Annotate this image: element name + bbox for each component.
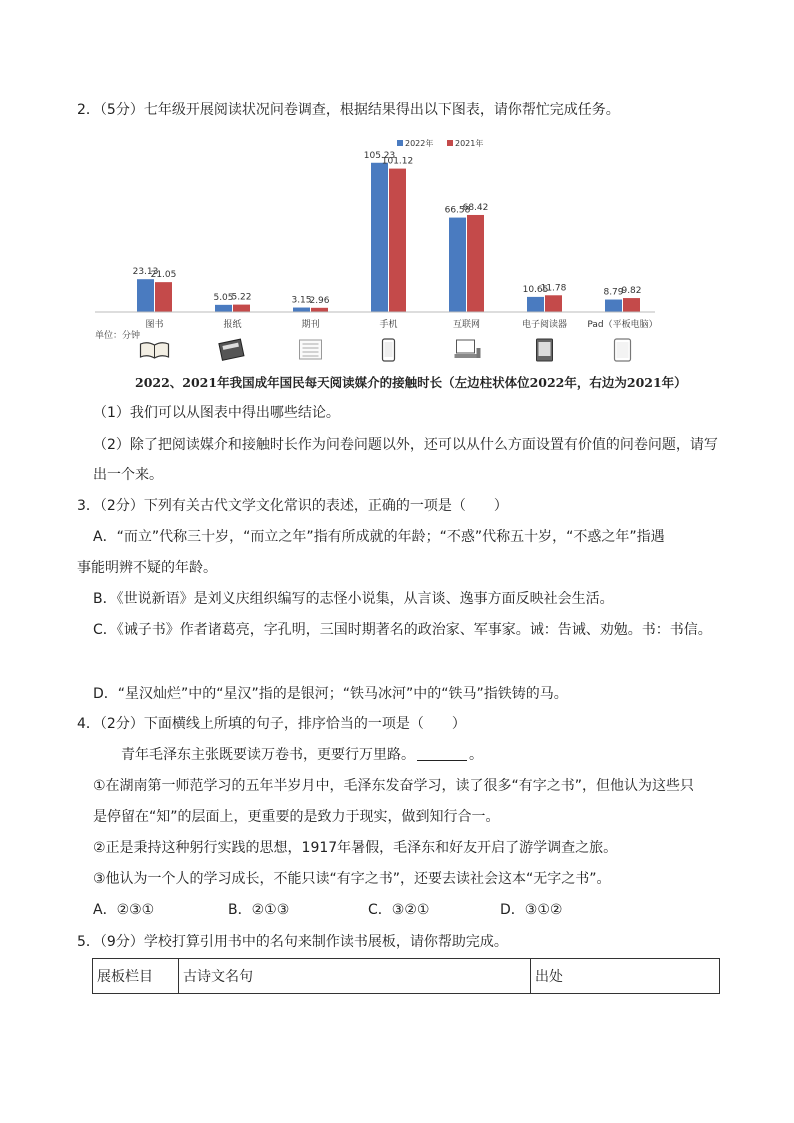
category-label-5: 电子阅读器	[521, 320, 568, 330]
data-label-1-2: 2.96	[309, 295, 330, 306]
q2-sub1: （1）我们可以从图表中得出哪些结论。	[93, 405, 340, 421]
header-quote: 古诗文名句	[179, 959, 531, 994]
legend-swatch-1	[447, 140, 453, 146]
q4-option-a: A．②③①	[93, 902, 155, 918]
bar-1-6	[623, 298, 640, 312]
q3-option-c: C．《诫子书》作者诸葛亮，字孔明，三国时期著名的政治家、军事家。诫：告诫、劝勉。书：书信。	[93, 622, 712, 638]
q2-sub2-line2: 出一个来。	[93, 467, 163, 483]
legend-label-0: 2022年	[405, 139, 434, 148]
q5-stem: 5．（9分）学校打算引用书中的名句来制作读书展板，请你帮助完成。	[77, 934, 508, 950]
data-label-0-6: 8.79	[603, 287, 624, 298]
bar-1-5	[545, 295, 562, 312]
q3-option-d: D．“星汉灿烂”中的“星汉”指的是银河；“铁马冰河”中的“铁马”指铁铸的马。	[93, 686, 568, 702]
q4-option-b: B．②①③	[228, 902, 290, 918]
data-label-0-0: 23.13	[132, 267, 159, 278]
q4-sentence-1-line1: ①在湖南第一师范学习的五年半岁月中，毛泽东发奋学习，读了很多“有字之书”，但他认为这些只	[93, 778, 695, 794]
q3-stem: 3．（2分）下列有关古代文学文化常识的表述，正确的一项是（ ）	[77, 498, 508, 514]
q4-lead-end: 。	[469, 747, 483, 763]
data-label-0-3: 105.23	[363, 150, 396, 161]
q4-sentence-2: ②正是秉持这种躬行实践的思想，1917年暑假，毛泽东和好友开启了游学调查之旅。	[93, 840, 618, 856]
computer-icon	[455, 340, 481, 358]
chart-legend	[397, 138, 483, 148]
bar-1-2	[311, 308, 328, 312]
legend-swatch-0	[397, 140, 403, 146]
ereader-icon	[537, 339, 553, 361]
q4-lead-text: 青年毛泽东主张既要读万卷书，更要行万里路。	[121, 747, 415, 763]
data-label-0-2: 3.15	[291, 295, 312, 306]
reading-board-table	[92, 958, 720, 994]
fill-in-blank	[417, 746, 467, 761]
q4-stem: 4．（2分）下面横线上所填的句子，排序恰当的一项是（ ）	[77, 716, 466, 732]
q4-sentence-1-line2: 是停留在“知”的层面上，更重要的是致力于现实，做到知行合一。	[93, 809, 500, 825]
q3-option-a-line2: 事能明辨不疑的年龄。	[77, 560, 217, 576]
q2-stem: 2．（5分）七年级开展阅读状况问卷调查，根据结果得出以下图表，请你帮忙完成任务。	[77, 102, 620, 118]
data-label-1-5: 11.78	[540, 283, 567, 294]
data-label-1-4: 68.42	[462, 202, 489, 213]
data-label-1-6: 9.82	[621, 286, 642, 297]
magazine-icon	[300, 340, 322, 359]
bar-1-0	[155, 282, 172, 312]
unit-label: 单位：分钟	[95, 331, 141, 341]
category-label-6: Pad（平板电脑）	[587, 320, 658, 330]
bar-1-1	[233, 305, 250, 312]
q4-sentence-3: ③他认为一个人的学习成长，不能只读“有字之书”，还要去读社会这本“无字之书”。	[93, 871, 611, 887]
bar-0-4	[449, 218, 466, 312]
tablet-icon	[615, 339, 631, 361]
data-label-0-4: 66.58	[444, 205, 471, 216]
q4-lead	[121, 745, 483, 765]
bar-0-5	[527, 297, 544, 312]
phone-icon	[383, 339, 395, 361]
category-label-1: 报纸	[223, 320, 242, 330]
data-label-1-1: 5.22	[231, 292, 252, 303]
bar-0-2	[293, 308, 310, 312]
data-label-1-3: 101.12	[381, 156, 414, 167]
book-icon	[141, 343, 169, 358]
bar-0-0	[137, 279, 154, 312]
chart-caption: 2022、2021年我国成年国民每天阅读媒介的接触时长（左边柱状体位2022年，右边为2021年）	[135, 375, 687, 390]
header-source: 出处	[531, 959, 720, 994]
header-column: 展板栏目	[93, 959, 179, 994]
category-label-4: 互联网	[452, 320, 481, 330]
category-label-0: 图书	[145, 320, 164, 330]
bar-1-4	[467, 215, 484, 312]
table-header-row	[93, 959, 720, 994]
newspaper-icon	[219, 339, 244, 360]
category-label-2: 期刊	[301, 320, 320, 330]
data-label-0-1: 5.05	[213, 292, 234, 303]
legend-label-1: 2021年	[455, 139, 484, 148]
reading-time-bar-chart	[95, 138, 675, 373]
q3-option-a-line1: A．“而立”代称三十岁，“而立之年”指有所成就的年龄；“不惑”代称五十岁，“不惑之年”指遇	[93, 529, 665, 545]
bar-0-6	[605, 300, 622, 312]
q4-option-d: D．③①②	[500, 902, 563, 918]
q2-sub2-line1: （2）除了把阅读媒介和接触时长作为问卷问题以外，还可以从什么方面设置有价值的问卷问题，请写	[93, 437, 718, 453]
q4-option-c: C．③②①	[368, 902, 430, 918]
bar-0-1	[215, 305, 232, 312]
category-label-3: 手机	[379, 320, 398, 330]
bar-0-3	[371, 163, 388, 312]
q3-option-b: B．《世说新语》是刘义庆组织编写的志怪小说集，从言谈、逸事方面反映社会生活。	[93, 591, 614, 607]
data-label-0-5: 10.65	[522, 284, 549, 295]
data-label-1-0: 21.05	[150, 270, 177, 281]
bar-1-3	[389, 169, 406, 312]
